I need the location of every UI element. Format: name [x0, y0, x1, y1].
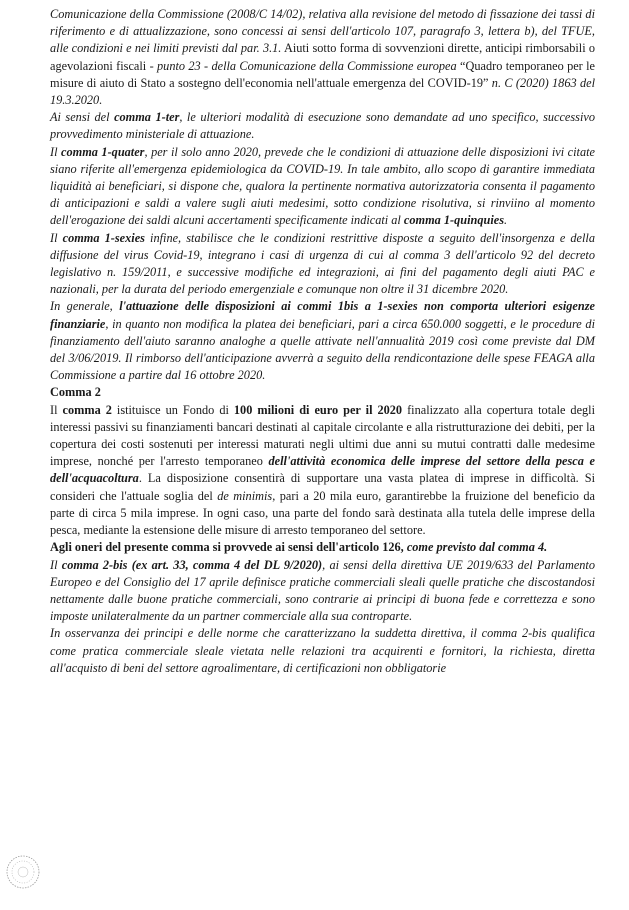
text-run: dell'attività economica delle imprese del settore della pesca e dell'acquacoltura — [50, 454, 595, 486]
text-run: finalizzato alla copertura totale degli interessi passivi su finanziamenti bancari destinati al capitale circolante e alla ristrutturazione dei debiti, per la copertura dei costi sostenuti per interessi maturati negli ultimi due anni su mutui contratti dalle medesime imprese, nonché per l'arresto temporaneo — [50, 402, 596, 469]
text-run: Aiuti sotto forma di sovvenzioni dirette, anticipi rimborsabili o agevolazioni fiscali - — [50, 41, 595, 73]
document-paragraph — [50, 402, 595, 540]
document-paragraph — [50, 109, 595, 143]
text-run: . — [504, 213, 508, 228]
text-run: , per il solo anno 2020, prevede che le condizioni di attuazione delle disposizioni ivi citate siano riferite all'emergenza epidemiologica da COVID-19. In tale ambito, allo scopo di garantire immediata liquidità ai beneficiari, si dispone che, qualora la pertinente normativa autorizzatoria consenta il pagamento di anticipazioni e saldi a valere sugli aiuti medesimi, sotto condizione risolutiva, si rinviino al momento dell'erogazione dei saldi alcuni accertamenti specificamente indicati al — [50, 144, 596, 228]
text-run: Comma 2 — [50, 385, 101, 400]
text-run: Il — [50, 402, 63, 417]
text-run: . La disposizione consentirà di supportare una vasta platea di imprese in difficoltà. Si consideri che l'attuale soglia del — [50, 471, 595, 503]
text-run: punto 23 - della Comunicazione della Commissione europea — [157, 58, 457, 73]
text-run: , pari a 20 mila euro, garantirebbe la fruizione del beneficio da parte di circa 5 mila imprese. In ogni caso, una parte del fondo sarà destinata alla tutela delle imprese della pesca, mediante la estensione delle misure di arresto temporaneo del settore. — [50, 488, 596, 538]
text-run: “Quadro temporaneo per le misure di aiuto di Stato a sostegno dell'economia nell'attuale emergenza del COVID-19” — [50, 58, 596, 90]
document-paragraph — [50, 144, 595, 230]
text-run: come previsto dal comma 4. — [406, 540, 548, 555]
stamp-seal-icon — [4, 853, 42, 891]
text-run: de minimis — [217, 488, 273, 503]
text-run: istituisce un Fondo di — [111, 402, 234, 417]
text-run: 100 milioni di euro per il 2020 — [233, 402, 403, 417]
text-run: comma 1-sexies — [62, 230, 145, 245]
text-run: l'attuazione delle disposizioni ai commi 1bis a 1-sexies non comporta ulteriori esigenze finanziarie — [50, 299, 595, 331]
document-paragraph — [50, 230, 595, 299]
document-paragraph — [50, 539, 595, 556]
text-run: Il — [50, 230, 63, 245]
document-paragraph — [50, 625, 595, 677]
text-run: infine, stabilisce che le condizioni restrittive disposte a seguito dell'insorgenza e della diffusione del virus Covid-19, integrano i casi di urgenza di cui al comma 3 dell'articolo 92 del decreto legislativo n. 159/2011, e successive modifiche ed integrazioni, ai fini del pagamento degli aiuti PAC e nazionali, per la durata del periodo emergenziale e comunque non oltre il 31 dicembre 2020. — [50, 230, 595, 297]
text-run: Il — [50, 557, 62, 572]
text-run: Comunicazione della Commissione (2008/C 14/02), relativa alla revisione del metodo di fissazione dei tassi di riferimento e di attualizzazione, sono concessi ai sensi dell'articolo 107, paragrafo 3, lettera b), del TFUE, alle condizioni e nei limiti previsti dal par. 3.1. — [50, 7, 595, 56]
document-paragraph — [50, 6, 595, 109]
text-run: , le ulteriori modalità di esecuzione sono demandate ad uno specifico, successivo provvedimento ministeriale di attuazione. — [50, 110, 595, 142]
text-run: comma 1-quinquies — [403, 213, 505, 228]
text-run: Agli oneri del presente comma si provvede ai sensi dell'articolo 126, — [50, 540, 407, 555]
text-run: Il — [50, 144, 62, 159]
text-run: , in quanto non modifica la platea dei beneficiari, pari a circa 650.000 soggetti, e le procedure di finanziamento dell'aiuto saranno analoghe a quelle attivate nell'annualità 2019 così come previste dal DM del 3/06/2019. Il rimborso dell'anticipazione avverrà a seguito della rendicontazione delle spese FEAGA alla Commissione a partire dal 16 ottobre 2020. — [50, 316, 595, 383]
document-page — [50, 6, 595, 677]
text-run: comma 2 — [62, 402, 112, 417]
text-run: comma 1-quater — [61, 144, 145, 159]
text-run: n. C (2020) 1863 del 19.3.2020. — [50, 75, 595, 108]
text-run: comma 1-ter — [114, 110, 180, 125]
text-run: , ai sensi della direttiva UE 2019/633 del Parlamento Europeo e del Consiglio del 17 aprile definisce pratiche commerciali sleali quelle pratiche che discostandosi nettamente dalle buone pratiche commerciali, sono contrarie ai principi di buona fede e correttezza e sono imposte unilateralmente da un partner commerciale alla sua controparte. — [50, 557, 595, 624]
text-run: In generale, — [50, 299, 120, 314]
document-paragraph — [50, 298, 595, 384]
text-run: In osservanza dei principi e delle norme che caratterizzano la suddetta direttiva, il comma 2-bis qualifica come pratica commerciale sleale vietata nelle relazioni tra acquirenti e fornitori, la richiesta, diretta all'acquisto di beni del settore agroalimentare, di certificazioni non obbligatorie — [50, 626, 595, 675]
document-paragraph — [50, 384, 595, 401]
text-run: comma 2-bis (ex art. 33, comma 4 del DL 9/2020) — [61, 557, 323, 572]
document-paragraph — [50, 557, 595, 626]
text-run: Ai sensi del — [50, 110, 115, 125]
